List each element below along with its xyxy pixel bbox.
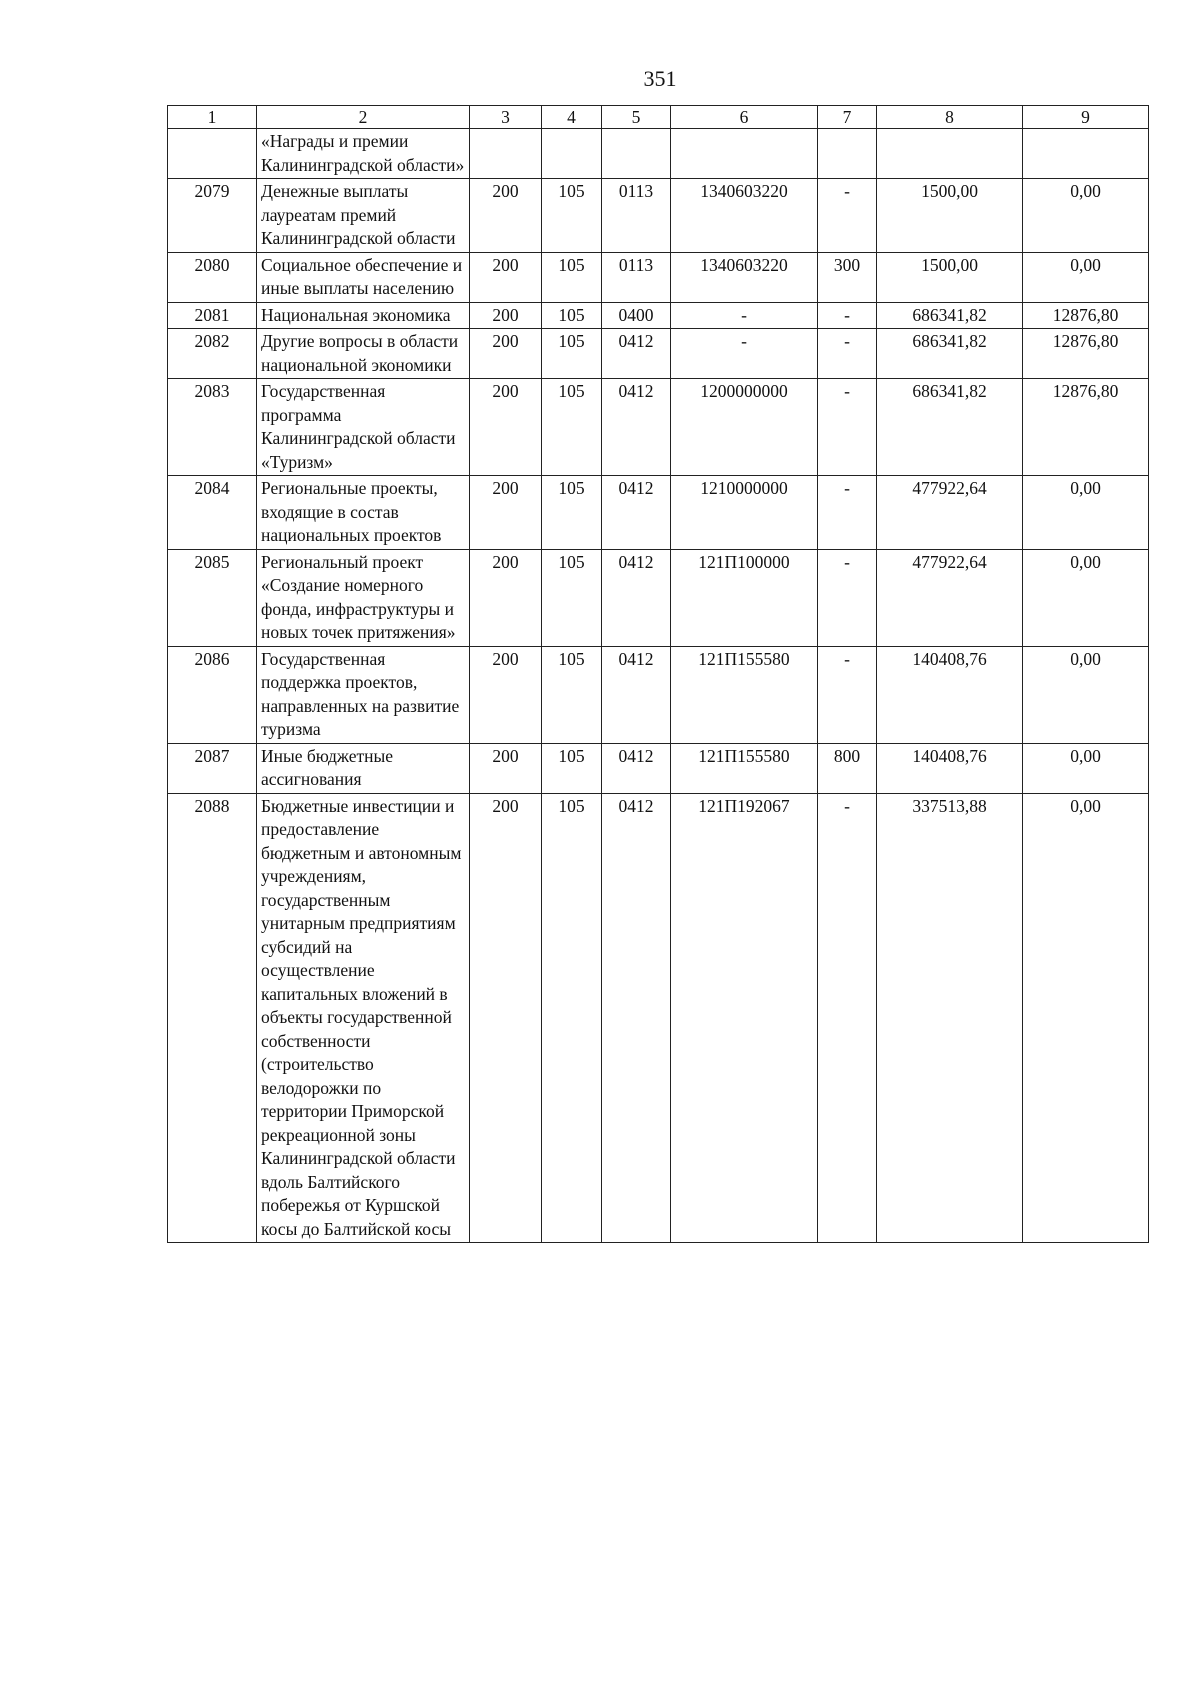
col3-cell: 200	[470, 549, 542, 646]
col8-cell: 686341,82	[877, 379, 1023, 476]
table-row	[168, 252, 1149, 302]
row-name-cell: Национальная экономика	[257, 302, 470, 329]
row-number-cell: 2081	[168, 302, 257, 329]
col7-cell: -	[818, 379, 877, 476]
col9-cell: 0,00	[1023, 743, 1149, 793]
col6-cell: 121П155580	[671, 743, 818, 793]
row-number-cell: 2083	[168, 379, 257, 476]
row-number-cell: 2085	[168, 549, 257, 646]
header-cell: 7	[818, 106, 877, 129]
row-name-cell: Социальное обеспечение и иные выплаты населению	[257, 252, 470, 302]
col8-cell: 140408,76	[877, 743, 1023, 793]
col4-cell: 105	[542, 302, 602, 329]
col6-cell: 1340603220	[671, 252, 818, 302]
row-name-cell: Региональные проекты, входящие в состав национальных проектов	[257, 476, 470, 550]
col9-cell: 0,00	[1023, 646, 1149, 743]
col5-cell: 0412	[602, 476, 671, 550]
col6-cell: 1340603220	[671, 179, 818, 253]
col4-cell: 105	[542, 743, 602, 793]
col6-cell: -	[671, 302, 818, 329]
header-cell: 9	[1023, 106, 1149, 129]
col7-cell: -	[818, 476, 877, 550]
row-number-cell: 2086	[168, 646, 257, 743]
col9-cell: 0,00	[1023, 793, 1149, 1243]
row-name-cell: «Награды и премии Калининградской области»	[257, 129, 470, 179]
col4-cell: 105	[542, 252, 602, 302]
col8-cell: 140408,76	[877, 646, 1023, 743]
table-row	[168, 379, 1149, 476]
col9-cell: 0,00	[1023, 476, 1149, 550]
col3-cell	[470, 129, 542, 179]
col4-cell: 105	[542, 379, 602, 476]
page-number: 351	[643, 66, 677, 91]
row-name-cell: Другие вопросы в области национальной экономики	[257, 329, 470, 379]
header-cell: 6	[671, 106, 818, 129]
col8-cell: 337513,88	[877, 793, 1023, 1243]
col3-cell: 200	[470, 476, 542, 550]
col9-cell	[1023, 129, 1149, 179]
col8-cell	[877, 129, 1023, 179]
row-number-cell: 2088	[168, 793, 257, 1243]
table-row	[168, 179, 1149, 253]
col7-cell: -	[818, 302, 877, 329]
col8-cell: 477922,64	[877, 476, 1023, 550]
table-row	[168, 129, 1149, 179]
col4-cell: 105	[542, 549, 602, 646]
row-number-cell: 2082	[168, 329, 257, 379]
col3-cell: 200	[470, 793, 542, 1243]
col5-cell: 0412	[602, 379, 671, 476]
row-name-cell: Денежные выплаты лауреатам премий Калининградской области	[257, 179, 470, 253]
row-number-cell: 2087	[168, 743, 257, 793]
col8-cell: 686341,82	[877, 329, 1023, 379]
col5-cell: 0113	[602, 252, 671, 302]
col6-cell: -	[671, 329, 818, 379]
row-number-cell: 2084	[168, 476, 257, 550]
table-row	[168, 302, 1149, 329]
row-number-cell	[168, 129, 257, 179]
col6-cell: 121П100000	[671, 549, 818, 646]
col5-cell: 0412	[602, 329, 671, 379]
col9-cell: 0,00	[1023, 252, 1149, 302]
col9-cell: 0,00	[1023, 179, 1149, 253]
table-row	[168, 646, 1149, 743]
row-name-cell: Иные бюджетные ассигнования	[257, 743, 470, 793]
row-name-cell: Государственная программа Калининградской области «Туризм»	[257, 379, 470, 476]
col5-cell: 0400	[602, 302, 671, 329]
col8-cell: 1500,00	[877, 252, 1023, 302]
col4-cell: 105	[542, 476, 602, 550]
col3-cell: 200	[470, 646, 542, 743]
col6-cell: 121П192067	[671, 793, 818, 1243]
col8-cell: 686341,82	[877, 302, 1023, 329]
col9-cell: 12876,80	[1023, 302, 1149, 329]
col4-cell: 105	[542, 646, 602, 743]
col5-cell: 0412	[602, 549, 671, 646]
table-row	[168, 743, 1149, 793]
col7-cell: -	[818, 646, 877, 743]
col6-cell: 1200000000	[671, 379, 818, 476]
header-cell: 4	[542, 106, 602, 129]
col7-cell: 800	[818, 743, 877, 793]
col4-cell: 105	[542, 179, 602, 253]
col5-cell: 0113	[602, 179, 671, 253]
col9-cell: 12876,80	[1023, 379, 1149, 476]
col7-cell	[818, 129, 877, 179]
header-cell: 3	[470, 106, 542, 129]
col7-cell: -	[818, 329, 877, 379]
col5-cell	[602, 129, 671, 179]
col3-cell: 200	[470, 179, 542, 253]
col3-cell: 200	[470, 329, 542, 379]
row-number-cell: 2079	[168, 179, 257, 253]
table-row	[168, 549, 1149, 646]
col5-cell: 0412	[602, 793, 671, 1243]
col3-cell: 200	[470, 252, 542, 302]
row-name-cell: Бюджетные инвестиции и предоставление бюджетным и автономным учреждениям, государственным унитарным предприятиям субсидий на осуществление капитальных вложений в объекты государственной собственности (строительство велодорожки по территории Приморской рекреационной зоны Калининградской области вдоль Балтийского побережья от Куршской косы до Балтийской косы	[257, 793, 470, 1243]
budget-table	[167, 105, 1149, 1243]
col6-cell	[671, 129, 818, 179]
table-row	[168, 476, 1149, 550]
col8-cell: 1500,00	[877, 179, 1023, 253]
col4-cell	[542, 129, 602, 179]
col6-cell: 121П155580	[671, 646, 818, 743]
col5-cell: 0412	[602, 743, 671, 793]
col4-cell: 105	[542, 329, 602, 379]
col4-cell: 105	[542, 793, 602, 1243]
col3-cell: 200	[470, 379, 542, 476]
col3-cell: 200	[470, 743, 542, 793]
header-cell: 1	[168, 106, 257, 129]
row-name-cell: Государственная поддержка проектов, направленных на развитие туризма	[257, 646, 470, 743]
col7-cell: 300	[818, 252, 877, 302]
col6-cell: 1210000000	[671, 476, 818, 550]
col7-cell: -	[818, 793, 877, 1243]
table-row	[168, 793, 1149, 1243]
table-row	[168, 329, 1149, 379]
header-row	[168, 106, 1149, 129]
row-name-cell: Региональный проект «Создание номерного фонда, инфраструктуры и новых точек притяжения»	[257, 549, 470, 646]
col7-cell: -	[818, 549, 877, 646]
row-number-cell: 2080	[168, 252, 257, 302]
header-cell: 8	[877, 106, 1023, 129]
col3-cell: 200	[470, 302, 542, 329]
col8-cell: 477922,64	[877, 549, 1023, 646]
header-cell: 2	[257, 106, 470, 129]
col7-cell: -	[818, 179, 877, 253]
table-body	[168, 129, 1149, 1243]
header-cell: 5	[602, 106, 671, 129]
col9-cell: 0,00	[1023, 549, 1149, 646]
col5-cell: 0412	[602, 646, 671, 743]
col9-cell: 12876,80	[1023, 329, 1149, 379]
